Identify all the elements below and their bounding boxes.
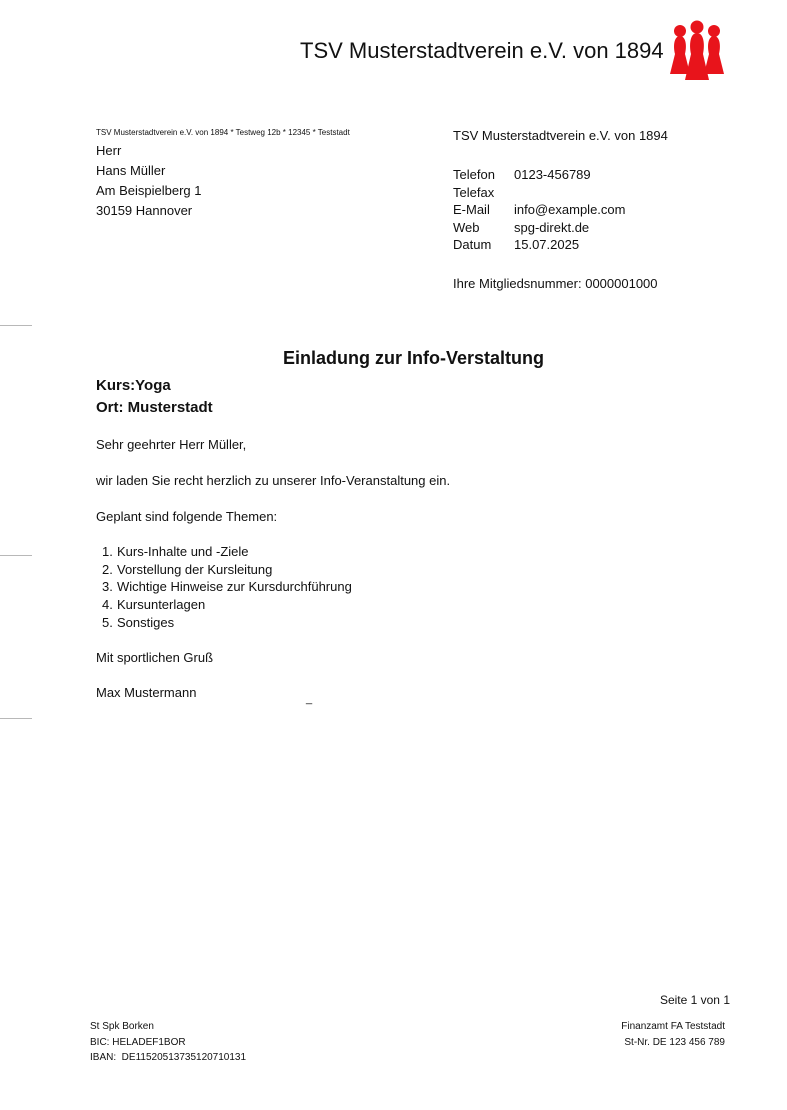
list-item xyxy=(102,561,352,579)
page-number: Seite 1 von 1 xyxy=(659,993,730,1007)
bank-bic: BIC: HELADEF1BOR xyxy=(90,1036,186,1048)
contact-row-fax xyxy=(453,184,625,202)
contact-value: spg-direkt.de xyxy=(514,219,590,235)
recipient-street: Am Beispielberg 1 xyxy=(96,183,202,198)
letter-headline: Einladung zur Info-Verstaltung xyxy=(283,348,544,368)
letterhead-title: TSV Musterstadtverein e.V. von 1894 xyxy=(300,38,664,63)
contact-value: 15.07.2025 xyxy=(514,237,580,252)
course-name: Kurs:Yoga xyxy=(96,377,171,394)
fold-mark-top xyxy=(0,325,32,326)
contact-row-date xyxy=(453,236,625,254)
signature-name: Max Mustermann xyxy=(96,685,197,700)
topics-intro: Geplant sind folgende Themen: xyxy=(96,509,278,524)
contact-value: info@example.com xyxy=(514,202,626,217)
recipient-address xyxy=(96,141,202,221)
list-text: Wichtige Hinweise zur Kursdurchführung xyxy=(117,579,352,595)
sender-line: TSV Musterstadtverein e.V. von 1894 * Testweg 12b * 12345 * Teststadt xyxy=(96,128,350,137)
bank-iban: IBAN: DE11520513735120710131 xyxy=(90,1052,247,1063)
tax-number: St-Nr. DE 123 456 789 xyxy=(624,1036,725,1048)
list-number: 2. xyxy=(102,561,113,577)
list-text: Kursunterlagen xyxy=(117,597,206,613)
list-number: 5. xyxy=(102,614,113,630)
club-logo-icon xyxy=(668,20,726,82)
member-number: Ihre Mitgliedsnummer: 0000001000 xyxy=(453,276,658,291)
topics-list xyxy=(102,543,352,632)
contact-row-web xyxy=(453,219,625,237)
contact-label: Datum xyxy=(453,237,492,252)
punch-mark xyxy=(0,555,32,556)
intro-paragraph: wir laden Sie recht herzlich zu unserer Info-Veranstaltung ein. xyxy=(96,473,451,488)
footer-bank-info xyxy=(90,1019,246,1066)
recipient-name: Hans Müller xyxy=(96,163,166,178)
list-item xyxy=(102,596,352,614)
list-number: 4. xyxy=(102,597,113,613)
contact-row-phone xyxy=(453,166,625,184)
course-info xyxy=(96,375,213,419)
contact-block xyxy=(453,166,625,254)
contact-row-email xyxy=(453,201,625,219)
list-text: Kurs-Inhalte und -Ziele xyxy=(117,544,249,559)
bank-name: St Spk Borken xyxy=(90,1021,154,1032)
list-text: Sonstiges xyxy=(117,614,175,630)
course-location: Ort: Musterstadt xyxy=(96,399,213,416)
contact-value: 0123-456789 xyxy=(514,167,591,182)
greeting: Sehr geehrter Herr Müller, xyxy=(96,437,247,452)
list-text: Vorstellung der Kursleitung xyxy=(117,561,273,577)
stray-mark: _ xyxy=(306,693,313,705)
list-item xyxy=(102,578,352,596)
recipient-salutation: Herr xyxy=(96,143,122,158)
list-number: 3. xyxy=(102,579,113,595)
tax-office: Finanzamt FA Teststadt xyxy=(621,1021,725,1032)
contact-label: E-Mail xyxy=(453,202,490,217)
list-number: 1. xyxy=(102,544,113,559)
closing: Mit sportlichen Gruß xyxy=(96,650,214,665)
contact-label: Web xyxy=(453,219,480,235)
list-item xyxy=(102,543,352,561)
list-item xyxy=(102,614,352,632)
recipient-city: 30159 Hannover xyxy=(96,203,193,218)
fold-mark-bottom xyxy=(0,718,32,719)
contact-label: Telefon xyxy=(453,167,495,182)
footer-tax-info xyxy=(621,1019,725,1050)
info-org-name: TSV Musterstadtverein e.V. von 1894 xyxy=(453,128,668,143)
contact-label: Telefax xyxy=(453,184,495,200)
